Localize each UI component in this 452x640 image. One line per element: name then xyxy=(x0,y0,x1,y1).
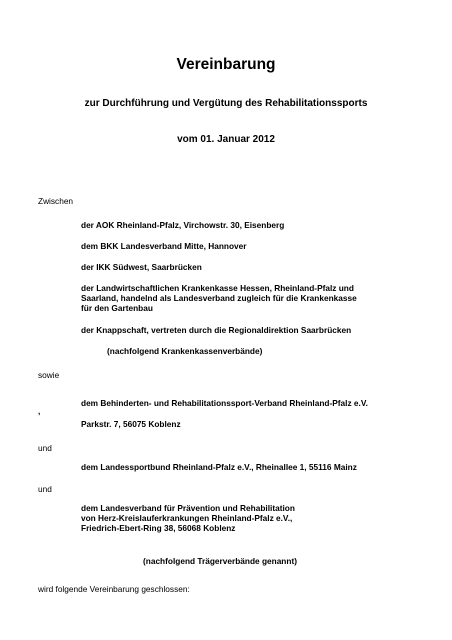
document-subtitle: zur Durchführung und Vergütung des Rehabilitationssports xyxy=(84,98,368,109)
kassen-note: (nachfolgend Krankenkassenverbände) xyxy=(107,346,263,356)
traeger-note: (nachfolgend Trägerverbände genannt) xyxy=(143,556,297,566)
party-aok xyxy=(81,220,284,230)
document-title: Vereinbarung xyxy=(176,56,276,73)
party-knappschaft xyxy=(81,325,351,335)
party-lkk-line-3: für den Gartenbau xyxy=(81,303,153,313)
party-knappschaft-line: der Knappschaft, vertreten durch die Regionaldirektion Saarbrücken xyxy=(81,325,352,335)
party-herz-line-2: von Herz-Kreislauferkrankungen Rheinland-Pfalz e.V., xyxy=(81,513,293,523)
party-ikk xyxy=(81,262,202,272)
party-bsv-address: Parkstr. 7, 56075 Koblenz xyxy=(81,419,181,429)
party-herz xyxy=(81,503,295,533)
party-ikk-line: der IKK Südwest, Saarbrücken xyxy=(81,262,202,272)
party-lsb: dem Landessportbund Rheinland-Pfalz e.V., Rheinallee 1, 55116 Mainz xyxy=(81,462,357,472)
party-herz-line-1: dem Landesverband für Prävention und Rehabilitation xyxy=(81,503,295,513)
sowie-label: sowie xyxy=(38,370,60,380)
party-bkk-line: dem BKK Landesverband Mitte, Hannover xyxy=(81,241,247,251)
party-aok-line: der AOK Rheinland-Pfalz, Virchowstr. 30, Eisenberg xyxy=(81,220,285,230)
party-lkk-line-1: der Landwirtschaftlichen Krankenkasse Hessen, Rheinland-Pfalz und xyxy=(81,283,354,293)
und-label-2: und xyxy=(38,484,52,494)
party-lkk xyxy=(81,283,357,313)
und-label-1: und xyxy=(38,443,52,453)
zwischen-label: Zwischen xyxy=(38,196,74,206)
document-date: vom 01. Januar 2012 xyxy=(177,134,275,145)
party-lkk-line-2: Saarland, handelnd als Landesverband zugleich für die Krankenkasse xyxy=(81,293,357,303)
party-bsv-name: dem Behinderten- und Rehabilitationssport-Verband Rheinland-Pfalz e.V. xyxy=(81,398,368,408)
party-herz-line-3: Friedrich-Ebert-Ring 38, 56068 Koblenz xyxy=(81,523,236,533)
closing-text: wird folgende Vereinbarung geschlossen: xyxy=(38,584,190,594)
stray-comma: , xyxy=(38,406,41,416)
party-bkk xyxy=(81,241,247,251)
